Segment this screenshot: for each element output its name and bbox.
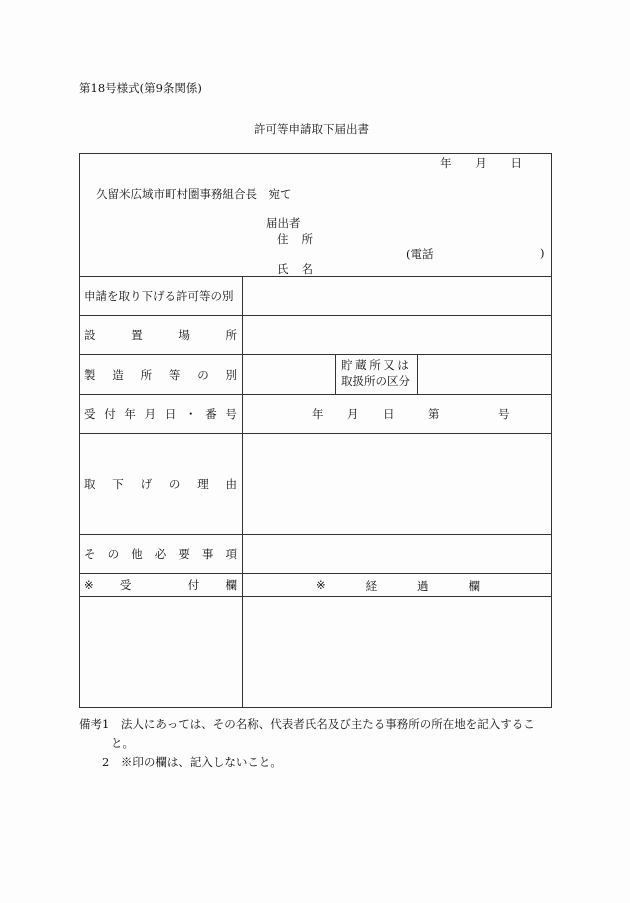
other-matters-label [84,534,237,574]
label-char: 経 [365,579,378,593]
addressee: 久留米広域市町村圏事務組合長 宛て [96,187,292,201]
label-char: 事 [201,547,214,561]
label-char: 造 [112,367,124,382]
label-char: 所 [140,367,153,382]
notifier-label: 届出者 [266,216,301,230]
progress-column-label [316,578,480,594]
receipt-number-suffix: 号 [498,407,510,421]
note-2: 2 ※印の欄は、記入しないこと。 [102,755,282,769]
label-char: 下 [112,477,124,491]
label-char: 番 [205,407,217,421]
label-char: 別 [225,367,237,382]
label-char: 年 [124,407,136,421]
address-label [277,231,313,247]
header-cell [79,153,552,277]
note-1: 備考1 法人にあっては、その名称、代表者氏名及び主たる事務所の所在地を記入するこ [79,717,535,731]
progress-area [242,596,552,708]
date-line [440,155,522,171]
label-char: 必 [154,547,167,561]
label-char: 等 [168,367,181,382]
label-char: 氏 [277,262,289,276]
receipt-year: 年 [312,407,324,421]
label-char: ※ [84,578,94,592]
month-label: 月 [475,156,487,170]
label-char: 日 [164,407,177,421]
label-char: 欄 [225,578,237,592]
withdrawal-reason-field[interactable] [242,433,552,535]
label-char: の [197,367,209,382]
storage-class-label-line2: 取扱所の区分 [341,374,410,388]
reception-area [79,596,243,708]
label-char: 名 [301,262,313,276]
installation-location-label [84,315,237,355]
facility-type-field[interactable] [242,354,336,395]
label-char: 製 [84,367,96,382]
label-char: 月 [144,407,157,421]
label-char: の [168,477,181,491]
label-char: 取 [84,477,96,491]
receipt-date-number-label [84,394,237,434]
label-char: 由 [225,477,237,491]
label-char: 受 [84,407,96,421]
label-char: げ [140,477,153,491]
installation-location-field[interactable] [242,315,552,355]
phone-label: (電話 [406,247,434,261]
label-char: 受 [119,578,132,592]
label-char: 住 [277,232,289,246]
receipt-day: 日 [383,407,395,421]
facility-type-label [84,354,237,395]
label-char: の [107,547,120,561]
receipt-month: 月 [347,407,359,421]
label-char: そ [84,547,96,561]
label-char: 場 [178,328,190,342]
label-char: 要 [178,547,190,561]
label-char: 付 [104,407,116,421]
label-char: 所 [225,328,237,342]
label-char: 欄 [468,579,480,593]
label-char: 置 [131,328,143,342]
label-char: 号 [225,407,237,421]
label-char: 理 [197,477,209,491]
phone-close: ) [540,246,545,260]
permit-type-label [84,276,237,316]
label-char: ・ [185,407,197,421]
label-char: 申請を取り下げる許可等の別 [84,289,234,303]
label-char: 他 [131,547,143,561]
form-number: 第18号様式(第9条関係) [79,81,202,95]
form-title: 許可等申請取下届出書 [254,122,369,136]
label-char: ※ [316,578,326,592]
label-char: 付 [187,578,200,592]
day-label: 日 [510,156,522,170]
other-matters-field[interactable] [242,534,552,574]
label-char: 所 [301,232,313,246]
storage-class-field[interactable] [417,354,552,395]
withdrawal-reason-label [84,433,237,535]
reception-column-label [84,573,237,597]
storage-class-label-line1: 貯蔵所又は [341,358,412,372]
label-char: 過 [417,579,429,593]
year-label: 年 [440,156,452,170]
note-1-continued: と。 [111,736,134,750]
receipt-number-prefix: 第 [428,407,440,421]
label-char: 項 [225,547,237,561]
permit-type-field[interactable] [242,276,552,316]
label-char: 設 [84,328,96,342]
name-label [277,261,313,277]
